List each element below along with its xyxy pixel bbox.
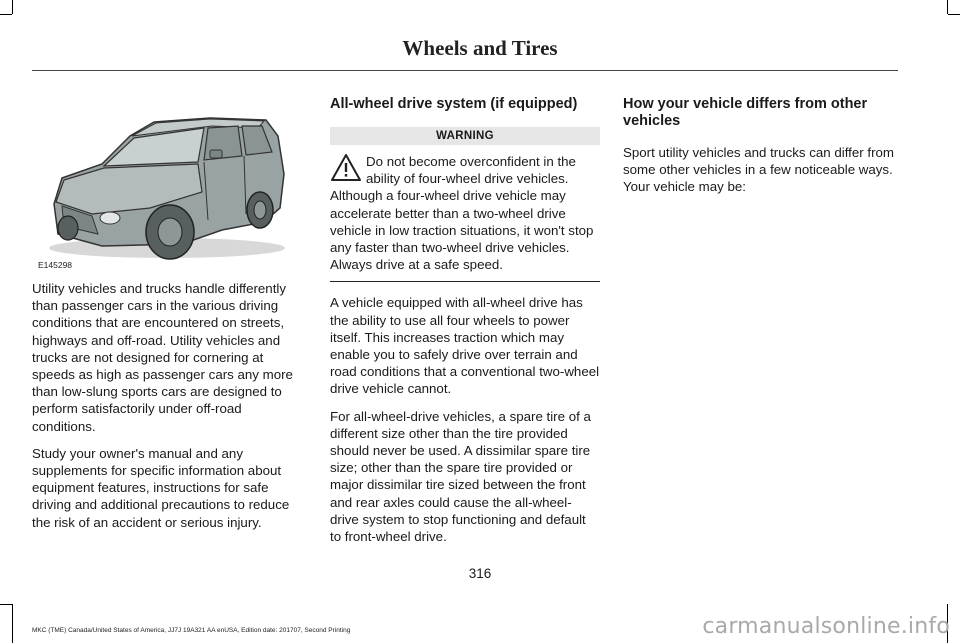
watermark: carmanualsonline.info [702,614,950,639]
warning-triangle-icon [330,153,362,183]
paragraph-handling: Utility vehicles and trucks handle differently than passenger cars in the various driving conditions that are encountered on streets, highways and off-road. Utility vehicles and trucks are not designed for cornering at speeds as high as passenger cars any more than low-slung sports cars are designed to perform satisfactorily under off-road conditions. [32,281,293,434]
column-right [623,96,897,206]
warning-body [330,153,600,273]
edition-footer: MKC (TME) Canada/United States of America, JJ7J 19A321 AA enUSA, Edition date: 201707, Second Printing [32,627,351,634]
figure-code: E145298 [38,260,73,270]
warning-text: Do not become overconfident in the ability of four-wheel drive vehicles. Although a four-wheel drive vehicle may accelerate better than a two-wheel drive vehicle in low traction situations, it won't stop any faster than two-wheel drive vehicles. Always drive at a safe speed. [330,154,594,273]
vehicle-illustration [32,96,302,276]
crop-mark-top-left-h [0,14,12,15]
suv-icon [32,96,302,276]
header-rule [32,70,898,71]
section-heading-awd: All-wheel drive system (if equipped) [330,96,578,112]
crop-mark-top-right-h [948,14,960,15]
section-heading-differs: How your vehicle differs from other vehicles [623,96,868,129]
crop-mark-top-left-v [12,0,13,14]
paragraph-spare-tire: For all-wheel-drive vehicles, a spare tire of a different size other than the tire provided should never be used. A dissimilar spare tire size; other than the spare tire provided or major dissimilar tire sized between the front and rear axles could cause the all-wheel-drive system to stop functioning and default to front-wheel drive. [330,408,591,545]
warning-header: WARNING [330,127,600,145]
paragraph-sport-utility: Sport utility vehicles and trucks can differ from some other vehicles in a few noticeable ways. Your vehicle may be: [623,145,894,195]
column-left [32,96,302,541]
paragraph-awd-traction: A vehicle equipped with all-wheel drive has the ability to use all four wheels to power itself. This increases traction which may enable you to safely drive over terrain and road conditions that a conventional two-wheel drive vehicle cannot. [330,295,600,397]
crop-mark-bottom-left-v [12,604,13,643]
crop-mark-top-right-v [947,0,948,14]
paragraph-study-manual: Study your owner's manual and any supplements for specific information about equipment features, instructions for safe driving and additional precautions to reduce the risk of an accident or serious injury. [32,445,290,530]
column-middle [330,96,600,555]
crop-mark-bottom-left-h [0,604,12,605]
page-title: Wheels and Tires [402,36,558,60]
page-number: 316 [468,566,492,581]
warning-end-rule [330,281,600,282]
